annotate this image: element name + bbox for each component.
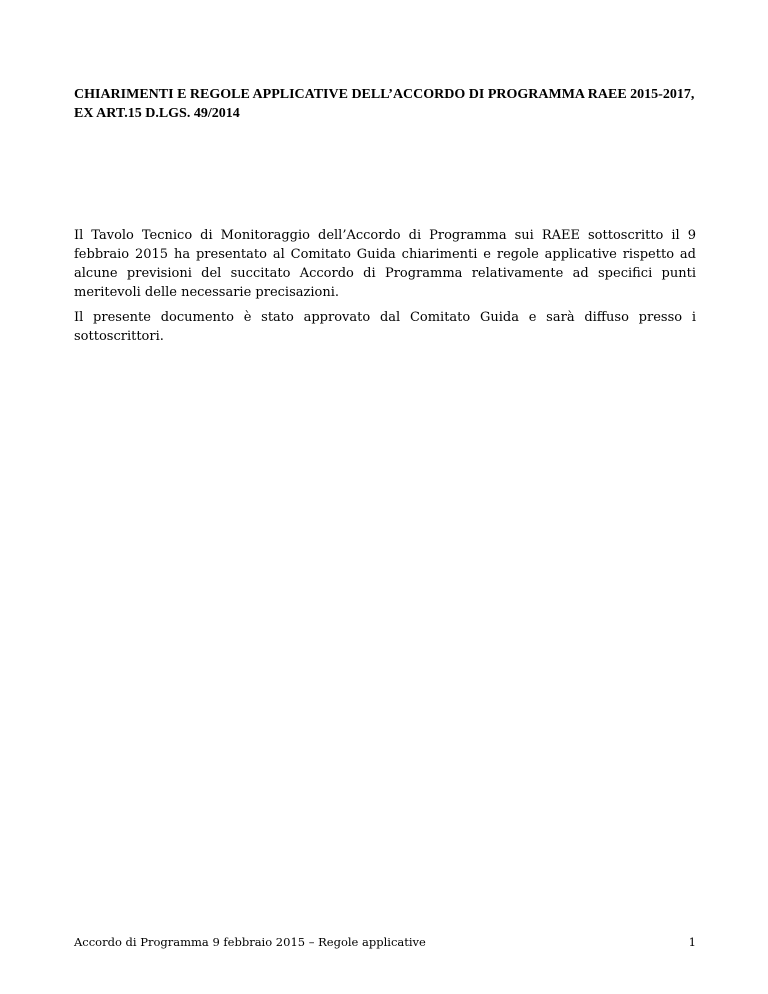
paragraph-intro: Il Tavolo Tecnico di Monitoraggio dell’Accordo di Programma sui RAEE sottoscritto il 9 febbraio 2015 ha presentato al Comitato Guida chiarimenti e regole applicative rispetto ad alcune previsioni del succitato Accordo di Programma relativamente ad specifici punti meritevoli delle necessarie precisazioni. (74, 228, 696, 300)
document-body (74, 226, 696, 352)
paragraph-approval: Il presente documento è stato approvato dal Comitato Guida e sarà diffuso presso i sottoscrittori. (74, 310, 696, 344)
page-number: 1 (688, 935, 696, 949)
document-title: CHIARIMENTI E REGOLE APPLICATIVE DELL’ACCORDO DI PROGRAMMA RAEE 2015-2017, EX ART.15 D.LGS. 49/2014 (74, 87, 695, 121)
footer-text: Accordo di Programma 9 febbraio 2015 – Regole applicative (74, 935, 426, 949)
